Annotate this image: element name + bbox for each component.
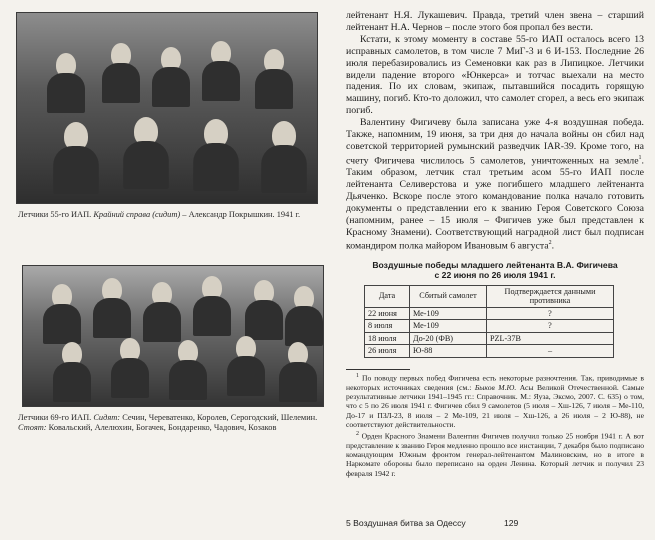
photo-figure: [111, 338, 149, 398]
signature-mark: 5 Воздушная битва за Одессу: [346, 518, 466, 528]
photo-figure: [123, 117, 169, 189]
photo-figure: [202, 41, 240, 101]
photo-figure: [47, 53, 85, 113]
footnote-2: $^2$ Орден Красного Знамени Валентин Фигичев получил только 25 ноября 1941 г. А вот представление к званию Героя медленно прошло все инстанции, 7 декабря было подписано командующим Южным фронтом генерал-лейтенантом Малиновским, но в итоге в Наркомате обороны было переписано на орден Ленина. Который летчик и получил 23 февраля 1942 г.: [346, 430, 644, 478]
table-header: Сбитый самолет: [410, 285, 487, 307]
table-header: Подтверждается данными противника: [487, 285, 614, 307]
table-header: Дата: [365, 285, 410, 307]
right-column: [346, 10, 644, 478]
photo-figure: [93, 278, 131, 338]
body-paragraph: Кстати, к этому моменту в составе 55-го ИАП осталось всего 13 исправных самолетов, в том числе 7 МиГ-3 и 6 И-153. Последние 26 июля перебазировались из Семеновки как раз в Липицкое. Летчики видели падение второго «Юнкерса» и тотчас выехали на место падения. По их словам, экипаж, пытавшийся посадить горящую машину, погиб. Кто-то доложил, что самолет сгорел, а весь его экипаж погиб.: [346, 33, 644, 117]
photo-55-iap-pilots: [16, 12, 318, 204]
footnote-ref: 2: [548, 240, 552, 247]
photo-figure: [193, 276, 231, 336]
footnotes: [346, 372, 644, 479]
photo-caption-top: Летчики 55-го ИАП. Крайний справа (сидит) – Александр Покрышкин. 1941 г.: [18, 210, 301, 219]
table-title: Воздушные победы младшего лейтенанта В.А. Фигичева с 22 июня по 26 июля 1941 г.: [372, 259, 618, 281]
body-paragraph: Валентину Фигичеву была записана уже 4-я воздушная победа. Также, напомним, 19 июня, за три дня до начала войны он сбил над советской территорией румынский разведчик IAR-39. Кроме того, на счету Фигичева числилось 5 самолетов, уничтоженных на земле$^1$. Таким образом, летчик стал третьим асом 55-го ИАП после лейтенанта Селиверстова и уже погибшего младшего лейтенанта Дьяченко. Вскоре после этого командование полка начало готовить документы о представлении его к званию Героя Советского Союза (напомним, ранее – 15 июля – Фигичев уже был представлен к Красному Знамени). Соответствующий наградной лист был подписан командиром полка майором Ивановым 6 августа$^2$.: [346, 117, 644, 252]
footnote-ref: 1: [638, 154, 642, 161]
photo-69-iap-pilots: [22, 265, 324, 407]
footnote-1: $^1$ По поводу первых побед Фигичева есть некоторые разночтения. Так, приводимые в некоторых источниках сведения (см.: Быков М.Ю. Асы Великой Отечественной. Самые результативные летчики 1941–1945 гг.: Справочник. М.: Яуза, Эксмо, 2007. С. 635) о том, что с 5 по 26 июля 1941 г. Фигичев сбил 9 самолетов (5 июля – Хш-126, 7 июля – Ме-110, До-17 и ПЗЛ-23, 8 июля – 2 Ме-109, 21 июля – Хш-126, а 26 июля – 2 Ю-88), не соответствуют действительности.: [346, 372, 644, 430]
photo-figure: [53, 122, 99, 194]
photo-figure: [53, 342, 91, 402]
photo-figure: [152, 47, 190, 107]
photo-figure: [255, 49, 293, 109]
body-paragraph: лейтенант Н.Я. Лукашевич. Правда, третий член звена – старший лейтенант Н.А. Чернов – после этого боя пропал без вести.: [346, 10, 644, 33]
photo-figure: [143, 282, 181, 342]
table-row: 18 июля До-20 (ФВ) PZL-37B: [365, 332, 614, 345]
left-column: [12, 12, 328, 434]
table-row: 22 июня Ме-109 ?: [365, 307, 614, 320]
photo-figure: [102, 43, 140, 103]
table-row: 26 июля Ю-88 –: [365, 345, 614, 358]
photo-figure: [43, 284, 81, 344]
page-number: 129: [504, 518, 519, 528]
photo-caption-bottom: Летчики 69-го ИАП. Сидят: Сечин, Череватенко, Королев, Серогодский, Шелемин. Стоят: Ковальский, Алелюхин, Богачек, Бондаренко, Чадович, Козаков: [18, 412, 318, 432]
photo-figure: [227, 336, 265, 396]
photo-figure: [245, 280, 283, 340]
table-row: 8 июля Ме-109 ?: [365, 320, 614, 333]
victories-table: [364, 285, 614, 358]
footnote-divider: [346, 369, 410, 370]
photo-figure: [169, 340, 207, 400]
photo-figure: [261, 121, 307, 193]
photo-figure: [279, 342, 317, 402]
photo-figure: [285, 286, 323, 346]
photo-figure: [193, 119, 239, 191]
